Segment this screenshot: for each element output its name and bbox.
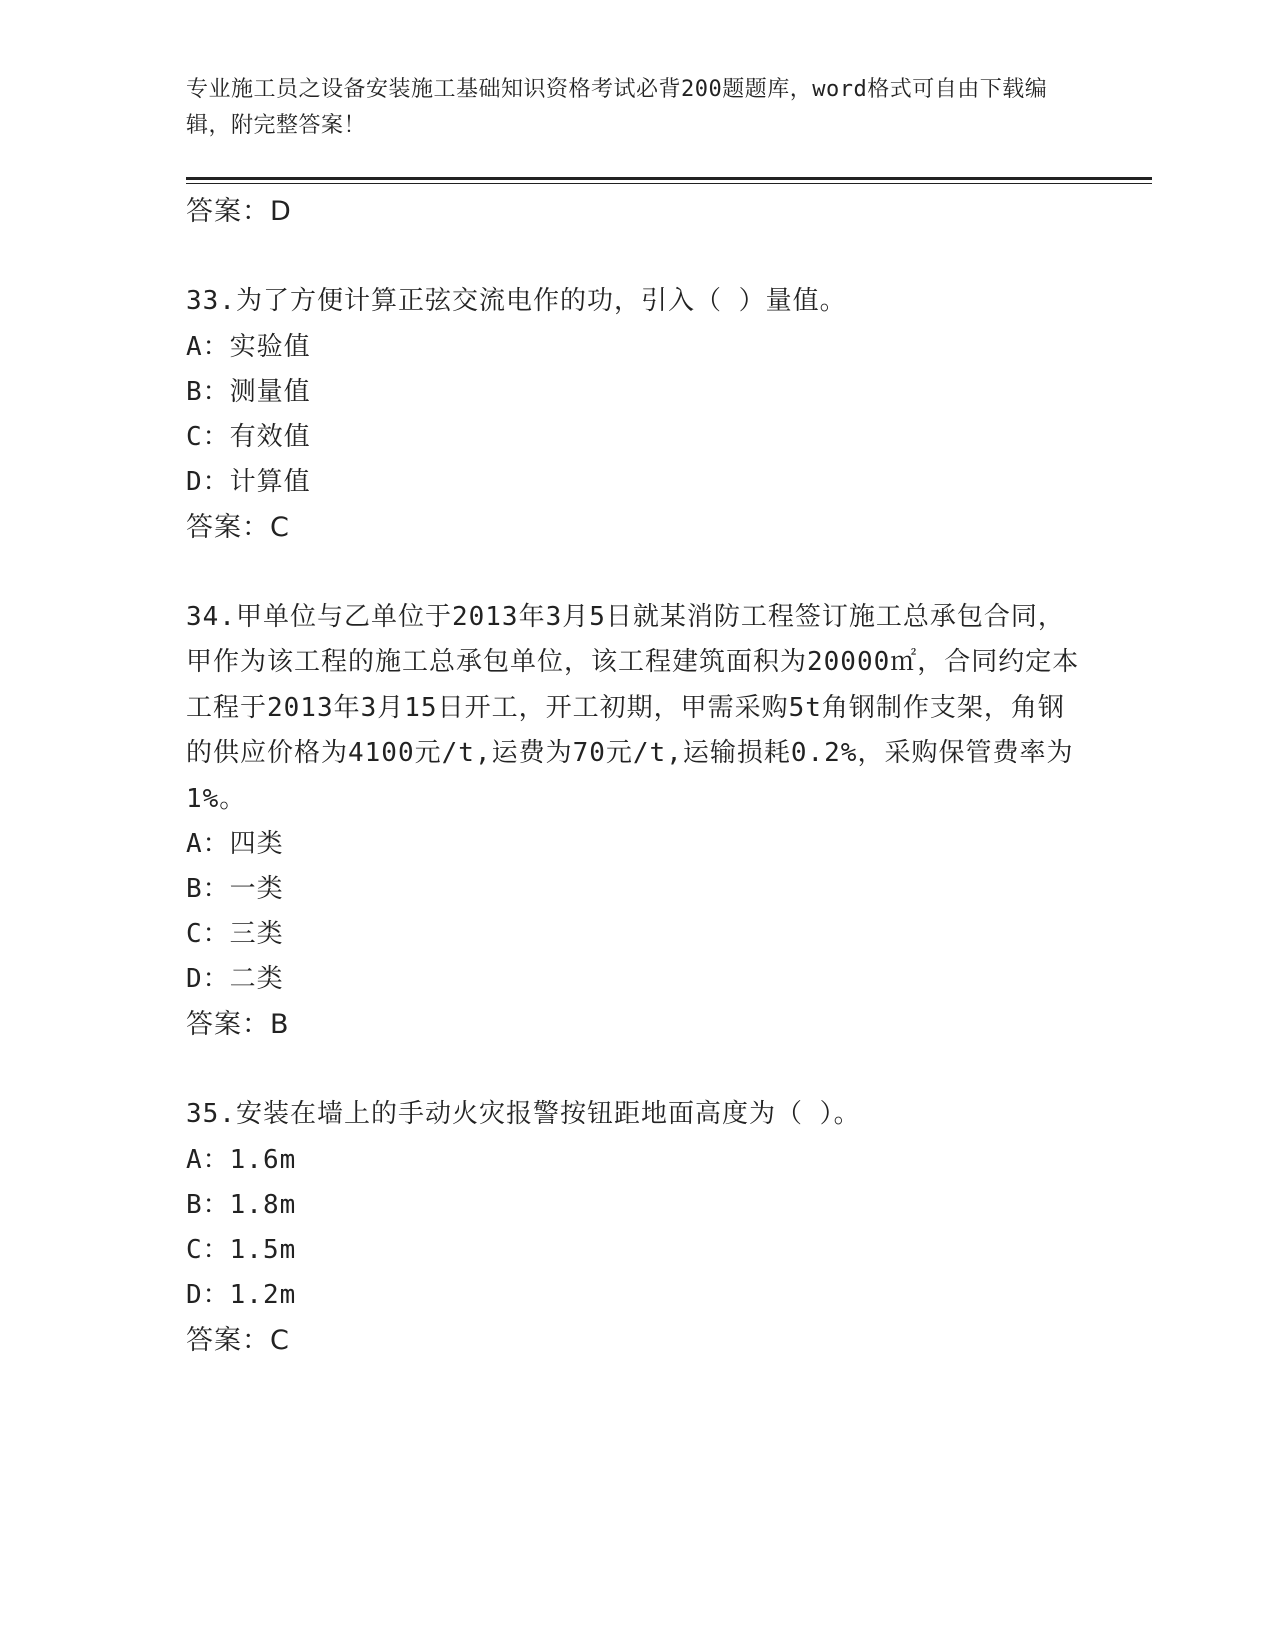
question-text: 33.为了方便计算正弦交流电作的功，引入（ ）量值。 <box>186 286 847 316</box>
option-d: D：二类 <box>186 964 284 994</box>
header-divider-thin <box>186 183 1152 184</box>
option-d: D：1.2m <box>186 1279 297 1310</box>
question-block-35 <box>186 1092 1086 1363</box>
document-header: 专业施工员之设备安装施工基础知识资格考试必背200题题库，word格式可自由下载编辑，附完整答案！ <box>186 77 1048 138</box>
answer: 答案：C <box>186 1324 290 1356</box>
question-list <box>186 189 1086 1363</box>
option-c: C：三类 <box>186 919 284 949</box>
option-c: C：1.5m <box>186 1234 297 1265</box>
option-a: A：1.6m <box>186 1144 297 1175</box>
option-a: A：四类 <box>186 829 284 859</box>
previous-answer: 答案：D <box>186 196 292 227</box>
option-d: D：计算值 <box>186 466 311 497</box>
option-a: A：实验值 <box>186 331 311 362</box>
option-b: B：一类 <box>186 874 284 904</box>
question-block-33 <box>186 279 1086 550</box>
answer: 答案：B <box>186 1009 290 1040</box>
question-block-34 <box>186 595 1086 1048</box>
option-c: C：有效值 <box>186 421 311 452</box>
question-text: 34.甲单位与乙单位于2013年3月5日就某消防工程签订施工总承包合同，甲作为该工程的施工总承包单位，该工程建筑面积为20000㎡，合同约定本工程于2013年3月15日开工，开工初期，甲需采购5t角钢制作支架，角钢的供应价格为4100元/t,运费为70元/t,运输损耗0.2%，采购保管费率为1%。 <box>186 601 1080 814</box>
header-divider-thick <box>186 177 1152 180</box>
question-text: 35.安装在墙上的手动火灾报警按钮距地面高度为（ ）。 <box>186 1099 861 1129</box>
option-b: B：测量值 <box>186 376 311 407</box>
answer: 答案：C <box>186 511 290 543</box>
option-b: B：1.8m <box>186 1189 297 1220</box>
